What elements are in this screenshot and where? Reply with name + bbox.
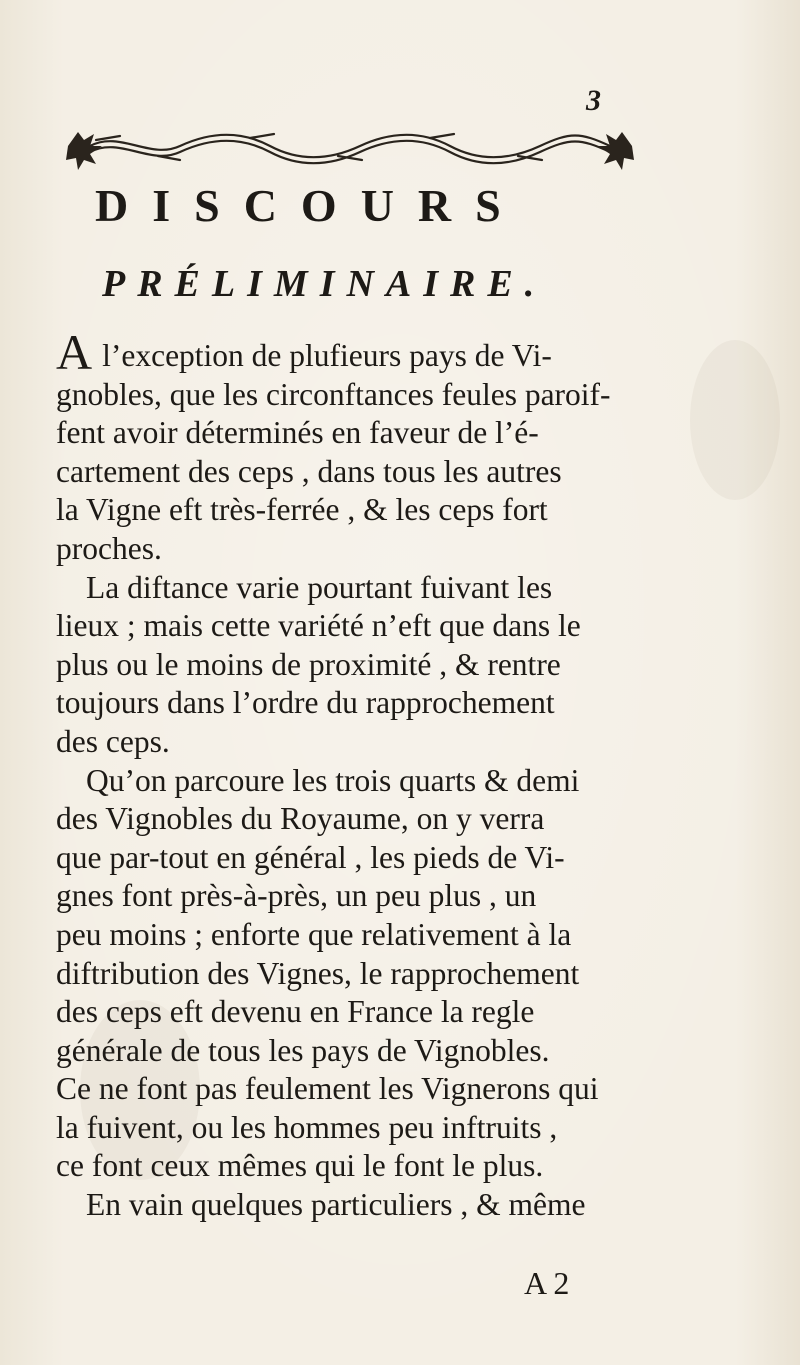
text-line: fent avoir déterminés en faveur de l’é- — [56, 415, 539, 451]
text-line: que par-tout en général , les pieds de Vi- — [56, 839, 565, 875]
text-line: la Vigne eft très-ferrée , & les ceps fort — [56, 492, 548, 528]
text-line: générale de tous les pays de Vignobles. — [56, 1032, 550, 1068]
paper-stain — [690, 340, 780, 500]
text-line: cartement des ceps , dans tous les autres — [56, 453, 562, 489]
page-title: DISCOURS — [95, 180, 525, 231]
text-line: la fuivent, ou les hommes peu inftruits , — [56, 1109, 558, 1145]
text-line: proches. — [56, 530, 162, 566]
drop-cap: A — [56, 324, 93, 380]
text-line: des Vignobles du Royaume, on y verra — [56, 801, 545, 837]
text-line: toujours dans l’ordre du rapprochement — [56, 685, 555, 721]
text-line: lieux ; mais cette variété n’eft que dans le — [56, 608, 581, 644]
text-line: gnes font près-à-près, un peu plus , un — [56, 878, 537, 914]
text-line: ce font ceux mêmes qui le font le plus. — [56, 1148, 544, 1184]
text-line: des ceps eft devenu en France la regle — [56, 994, 535, 1030]
text-line: Ce ne font pas feulement les Vignerons qui — [56, 1071, 599, 1107]
text-line: La diftance varie pourtant fuivant les — [86, 569, 553, 605]
decorative-headpiece-band — [60, 122, 640, 170]
page-subtitle: PRÉLIMINAIRE. — [102, 263, 547, 305]
text-line: Qu’on parcoure les trois quarts & demi — [86, 762, 580, 798]
signature-mark: A 2 — [524, 1265, 570, 1301]
body-text — [56, 324, 636, 1225]
text-line — [56, 324, 636, 380]
text-line: des ceps. — [56, 723, 170, 759]
text-line: plus ou le moins de proximité , & rentre — [56, 646, 561, 682]
text-line: gnobles, que les circonftances feules paroif- — [56, 376, 611, 412]
first-line-text: l’exception de plufieurs pays de Vi- — [102, 338, 552, 373]
page-number: 3 — [586, 84, 601, 117]
text-line: peu moins ; enforte que relativement à la — [56, 916, 572, 952]
text-line: diftribution des Vignes, le rapprochement — [56, 955, 580, 991]
text-line: En vain quelques particuliers , & même — [86, 1187, 586, 1223]
